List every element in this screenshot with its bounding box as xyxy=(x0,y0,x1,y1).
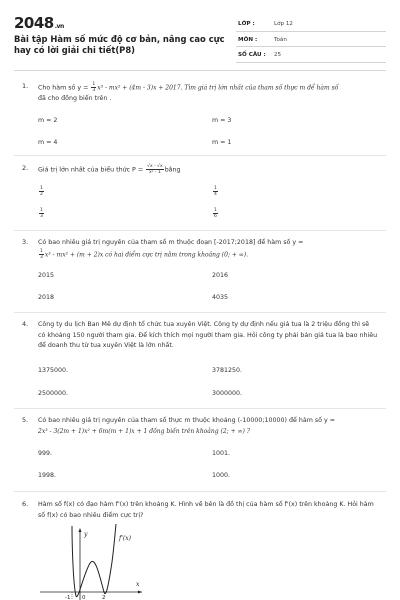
question-separator xyxy=(14,155,386,156)
option-c[interactable]: 2500000. xyxy=(38,390,69,397)
derivative-curve xyxy=(72,524,116,597)
option-b[interactable]: m = 3 xyxy=(212,117,232,124)
option-d[interactable]: 1000. xyxy=(212,472,231,479)
option-d[interactable]: 3000000. xyxy=(212,390,243,397)
question-text: Có bao nhiêu giá trị nguyên của tham số thực m thuộc khoảng (-10000;10000) để hàm số y = 2x³ - 3(2m + 1)x² + 6m(m + 1)x + 1 đồng biến trên khoảng (2; + ∞) ? xyxy=(38,417,335,435)
fraction: $\frac{1}{3}$ xyxy=(40,248,43,260)
option-c[interactable]: m = 4 xyxy=(38,139,58,146)
meta-label: LỚP : xyxy=(238,21,255,27)
tick-label: 0 xyxy=(82,595,86,600)
meta-row-count xyxy=(236,47,386,63)
option-c[interactable]: $\frac{1}{3}$ xyxy=(40,208,43,219)
logo-suffix: .vn xyxy=(54,23,64,30)
question-number: 4. xyxy=(22,320,29,328)
option-c[interactable]: 2018 xyxy=(38,294,55,301)
meta-row-class xyxy=(236,16,386,32)
logo-text: 2048 xyxy=(14,14,54,32)
option-b[interactable]: 2016 xyxy=(212,272,229,279)
option-a[interactable]: 2015 xyxy=(38,272,55,279)
tick-label: 2 xyxy=(102,595,106,600)
question-text: Hàm số f(x) có đạo hàm f'(x) trên khoảng K. Hình vẽ bên là đồ thị của hàm số f'(x) trên khoảng K. Hỏi hàm số f(x) có bao nhiêu điểm cực trị? xyxy=(38,501,374,519)
document-title: Bài tập Hàm số mức độ cơ bản, nâng cao cực hay có lời giải chi tiết(P8) xyxy=(14,34,225,55)
curve-label: f'(x) xyxy=(119,535,131,542)
x-label: x xyxy=(136,581,140,588)
option-a[interactable]: m = 2 xyxy=(38,117,58,124)
question-text: Có bao nhiêu giá trị nguyên của tham số m thuộc đoạn [-2017;2018] để hàm số y = $\frac{1}{3}$ x³ - mx² + (m + 2)x có hai điểm cực trị nằm trong khoảng (0; + ∞). xyxy=(38,239,304,260)
derivative-graph xyxy=(36,522,146,600)
meta-value: Lớp 12 xyxy=(274,21,293,27)
meta-label: SỐ CÂU : xyxy=(238,52,266,58)
worksheet-header xyxy=(14,8,386,68)
question-text: Công ty du lịch Ban Mê dự định tổ chức tua xuyên Việt. Công ty dự định nếu giá tua là 2 triệu đồng thì sẽ có khoảng 150 người tham gia. Để kích thích mọi người tham gia. Hỏi công ty phải bán giá tua là bao nhiêu để doanh thu từ tua xuyên Việt là lớn nhất. xyxy=(38,321,378,349)
question-separator xyxy=(14,230,386,231)
meta-table xyxy=(236,16,386,63)
header-divider xyxy=(14,70,386,71)
option-d[interactable]: $\frac{1}{6}$ xyxy=(214,208,217,219)
question-separator xyxy=(14,491,386,492)
question-number: 5. xyxy=(22,416,29,424)
meta-value: Toán xyxy=(274,36,287,43)
option-a[interactable]: 1375000. xyxy=(38,367,69,374)
option-d[interactable]: 4035 xyxy=(212,294,229,301)
question-separator xyxy=(14,312,386,313)
question-separator xyxy=(14,408,386,409)
option-b[interactable]: 3781250. xyxy=(212,367,243,374)
tick-label: -1 xyxy=(65,595,71,600)
question-6 xyxy=(22,500,378,524)
meta-value: 25 xyxy=(274,52,282,58)
question-text: Giá trị lớn nhất của biểu thức P = $\frac{√x - √x}{\text{x² - 1}}$ bằng xyxy=(38,164,181,175)
fraction: $\frac{1}{3}$ xyxy=(92,82,96,93)
question-2 xyxy=(22,164,378,228)
question-1 xyxy=(22,82,378,152)
question-3 xyxy=(22,238,378,310)
question-number: 2. xyxy=(22,164,29,172)
option-d[interactable]: m = 1 xyxy=(212,139,232,146)
x-axis-arrow xyxy=(138,591,142,594)
question-number: 6. xyxy=(22,500,29,508)
option-c[interactable]: 1998. xyxy=(38,472,57,479)
option-a[interactable]: 999. xyxy=(38,450,53,457)
y-label: y xyxy=(84,531,88,538)
question-text: Cho hàm số y = $\frac{1}{3}$ x³ - mx² + (4m - 3)x + 2017. Tìm giá trị lớn nhất của tham số thực m để hàm số đã cho đồng biến trên . xyxy=(38,82,339,102)
option-a[interactable]: $\frac{1}{2}$ xyxy=(40,186,43,197)
question-number: 3. xyxy=(22,238,29,246)
question-number: 1. xyxy=(22,82,29,90)
fraction: $\frac{√x - √x}{\text{x² - 1}}$ xyxy=(147,164,163,175)
meta-row-subject xyxy=(236,32,386,48)
option-b[interactable]: $\frac{1}{4}$ xyxy=(214,186,217,197)
meta-label: MÔN : xyxy=(238,36,258,43)
site-logo[interactable] xyxy=(14,14,64,32)
y-axis-arrow xyxy=(79,528,82,532)
question-4 xyxy=(22,320,378,402)
option-b[interactable]: 1001. xyxy=(212,450,231,457)
question-5 xyxy=(22,416,378,486)
